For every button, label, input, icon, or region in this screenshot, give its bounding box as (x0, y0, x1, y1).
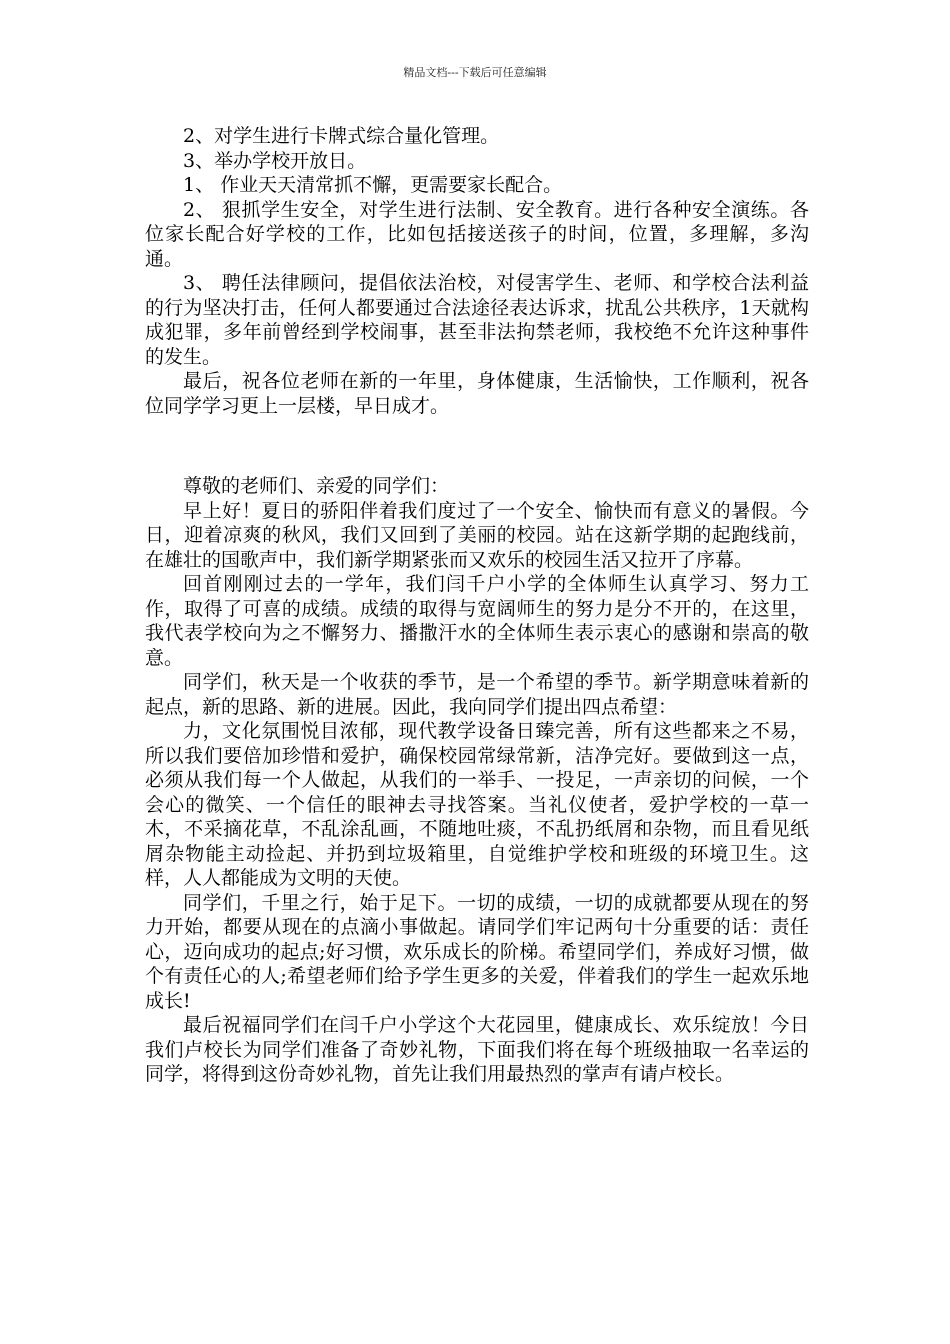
document-section-2 (145, 474, 809, 1087)
paragraph: 早上好！夏日的骄阳伴着我们度过了一个安全、愉快而有意义的暑假。今日，迎着凉爽的秋风，我们又回到了美丽的校园。站在这新学期的起跑线前，在雄壮的国歌声中，我们新学期紧张而又欢乐的校园生活又拉开了序幕。 (145, 499, 809, 571)
paragraph: 回首刚刚过去的一学年，我们闫千户小学的全体师生认真学习、努力工作，取得了可喜的成绩。成绩的取得与宽阔师生的努力是分不开的，在这里，我代表学校向为之不懈努力、播撒汗水的全体师生表示衷心的感谢和崇高的敬意。 (145, 573, 809, 669)
page-header: 精品文档---下载后可任意编辑 (403, 66, 547, 79)
paragraph: 同学们，秋天是一个收获的季节，是一个希望的季节。新学期意味着新的起点，新的思路、新的进展。因此，我向同学们提出四点希望： (145, 671, 809, 718)
paragraph: 力，文化氛围悦目浓郁，现代教学设备日臻完善，所有这些都来之不易，所以我们要倍加珍惜和爱护，确保校园常绿常新，洁净完好。要做到这一点，必须从我们每一个人做起，从我们的一举手、一投足，一声亲切的问候，一个会心的微笑、一个信任的眼神去寻找答案。当礼仪使者，爱护学校的一草一木，不采摘花草，不乱涂乱画，不随地吐痰，不乱扔纸屑和杂物，而且看见纸屑杂物能主动捡起、并扔到垃圾箱里，自觉维护学校和班级的环境卫生。这样，人人都能成为文明的天使。 (145, 720, 809, 889)
paragraph: 最后，祝各位老师在新的一年里，身体健康，生活愉快，工作顺利，祝各位同学学习更上一层楼，早日成才。 (145, 370, 809, 417)
greeting: 尊敬的老师们、亲爱的同学们： (183, 475, 450, 497)
paragraph: 同学们，千里之行，始于足下。一切的成绩，一切的成就都要从现在的努力开始，都要从现在的点滴小事做起。请同学们牢记两句十分重要的话：责任心，迈向成功的起点;好习惯，欢乐成长的阶梯。希望同学们，养成好习惯，做个有责任心的人;希望老师们给予学生更多的关爱，伴着我们的学生一起欢乐地成长! (145, 891, 809, 1012)
paragraph: 最后祝福同学们在闫千户小学这个大花园里，健康成长、欢乐绽放！今日我们卢校长为同学们准备了奇妙礼物，下面我们将在每个班级抽取一名幸运的同学，将得到这份奇妙礼物，首先让我们用最热烈的掌声有请卢校长。 (145, 1014, 809, 1085)
document-section-1 (145, 124, 809, 418)
paragraph: 2、 狠抓学生安全，对学生进行法制、安全教育。进行各种安全演练。各位家长配合好学校的工作，比如包括接送孩子的时间，位置，多理解，多沟通。 (145, 198, 809, 270)
paragraph: 2、对学生进行卡牌式综合量化管理。 (183, 125, 500, 147)
paragraph: 3、 聘任法律顾问，提倡依法治校，对侵害学生、老师、和学校合法利益的行为坚决打击，任何人都要通过合法途径表达诉求，扰乱公共秩序，1天就构成犯罪，多年前曾经到学校闹事，甚至非法拘禁老师，我校绝不允许这种事件的发生。 (145, 272, 809, 368)
paragraph: 1、 作业天天清常抓不懈，更需要家长配合。 (183, 174, 563, 196)
paragraph: 3、举办学校开放日。 (183, 149, 367, 172)
